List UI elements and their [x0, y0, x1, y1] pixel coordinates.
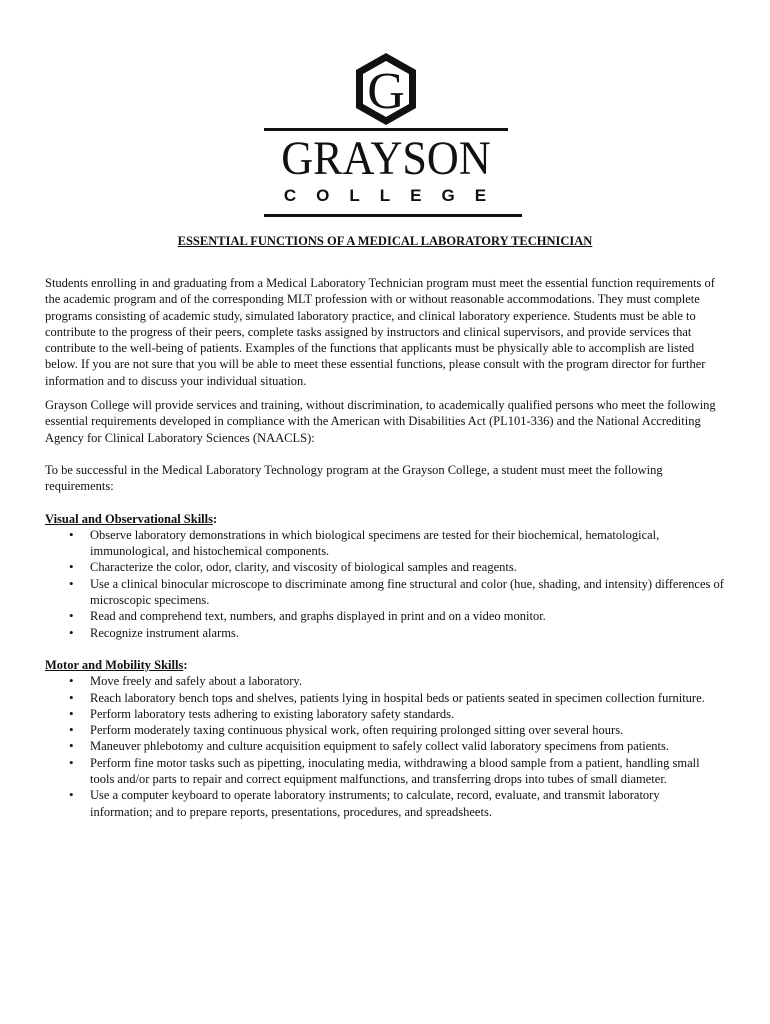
list-item: • Use a clinical binocular microscope to discriminate among fine structural and color (hue, shading, and intensity) differences of microscopic specimens. [90, 576, 725, 609]
list-item: • Recognize instrument alarms. [90, 625, 725, 641]
visual-skills-list [45, 527, 725, 641]
list-item: • Read and comprehend text, numbers, and graphs displayed in print and on a video monitor. [90, 608, 725, 624]
document-body [45, 275, 725, 836]
requirements-paragraph: To be successful in the Medical Laboratory Technology program at the Grayson College, a student must meet the following requirements: [45, 462, 663, 494]
list-item: • Perform moderately taxing continuous physical work, often requiring prolonged sitting over several hours. [90, 722, 725, 738]
list-item: • Perform laboratory tests adhering to existing laboratory safety standards. [90, 706, 725, 722]
list-item: • Maneuver phlebotomy and culture acquisition equipment to safely collect valid laboratory specimens from patients. [90, 738, 725, 754]
intro-paragraph: Students enrolling in and graduating from a Medical Laboratory Technician program must meet the essential function requirements of the academic program and of the corresponding MLT profession with or without reasonable accommodations. They must complete programs consisting of academic study, simulated laboratory practice, and clinical laboratory experience. Students must be able to contribute to the progress of their peers, complete tasks assigned by instructors and clinical supervisors, and provide services that contribute to the well-being of patients. Examples of the functions that applicants must be physically able to accomplish are listed below. If you are not sure that you will be able to meet these essential functions, please consult with the program director for further information and to discuss your individual situation. [45, 276, 715, 388]
document-title: ESSENTIAL FUNCTIONS OF A MEDICAL LABORATORY TECHNICIAN [177, 234, 593, 248]
list-item: • Move freely and safely about a laboratory. [90, 673, 725, 689]
grayson-college-logo [262, 52, 522, 220]
hexagon-monogram-icon [355, 52, 417, 126]
list-item: • Characterize the color, odor, clarity, and viscosity of biological samples and reagents. [90, 559, 725, 575]
motor-skills-list [45, 673, 725, 820]
logo-rule-bottom [264, 214, 522, 217]
list-item: • Reach laboratory bench tops and shelves, patients lying in hospital beds or patients seated in specimen collection furniture. [90, 690, 725, 706]
section-heading-motor: Motor and Mobility Skills: [45, 657, 188, 672]
list-item: • Perform fine motor tasks such as pipetting, inoculating media, withdrawing a blood sample from a patient, handling small tools and/or parts to repair and correct equipment malfunctions, and transferring drops into tubes of small diameter. [90, 755, 725, 788]
logo-monogram: G [367, 63, 405, 120]
compliance-paragraph: Grayson College will provide services and training, without discrimination, to academically qualified persons who meet the following essential requirements developed in compliance with the American with Disabilities Act (PL101-336) and the National Accrediting Agency for Clinical Laboratory Sciences (NAACLS): [45, 398, 716, 445]
list-item: • Use a computer keyboard to operate laboratory instruments; to calculate, record, evaluate, and transmit laboratory information; and to prepare reports, presentations, procedures, and spreadsheets. [90, 787, 725, 820]
logo-subname: COLLEGE [283, 186, 507, 205]
section-heading-visual: Visual and Observational Skills: [45, 511, 218, 526]
logo-wordmark: GRAYSON [281, 132, 491, 185]
list-item: • Observe laboratory demonstrations in which biological specimens are tested for their biochemical, hematological, immunological, and histochemical components. [90, 527, 725, 560]
